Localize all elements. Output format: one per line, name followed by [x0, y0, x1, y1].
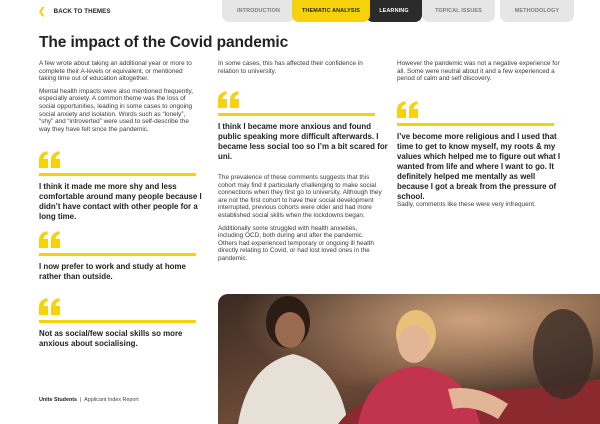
- quote-divider: [39, 320, 196, 323]
- footer-report: Applicant Index Report: [84, 397, 139, 403]
- column-3: [397, 60, 563, 83]
- quote-text: I think I became more anxious and found public speaking more difficult afterwards. I became less social too so I’m a bit scared for uni.: [218, 122, 388, 161]
- column-1: [39, 60, 199, 133]
- tab-learning[interactable]: [366, 0, 422, 22]
- tab-methodology[interactable]: [500, 0, 574, 22]
- paragraph: The prevalence of these comments suggests that this cohort may find it particularly challenging to make social connections when they first go to university. Although they are not the first cohort to have their social development interrupted, previous cohorts were older and had more established social skills when the lockdowns began.: [218, 174, 382, 219]
- paragraph: Sadly, comments like these were very infrequent.: [397, 201, 536, 208]
- quote-divider: [39, 173, 196, 176]
- quote-mark-icon: [397, 101, 565, 118]
- quote-block-1: [39, 151, 204, 222]
- quote-divider: [39, 253, 196, 256]
- tab-topical-issues[interactable]: [422, 0, 495, 22]
- footer: [39, 397, 139, 403]
- tab-introduction[interactable]: [222, 0, 295, 22]
- back-to-themes-link[interactable]: [38, 7, 111, 16]
- column-2-text: [218, 174, 384, 263]
- tab-topical-issues-label: TOPICAL ISSUES: [435, 8, 482, 14]
- quote-block-3: [39, 298, 204, 349]
- quote-mark-icon: [39, 298, 204, 315]
- page-number: 30: [554, 397, 560, 403]
- tab-thematic-analysis[interactable]: [292, 0, 370, 22]
- quote-text: I now prefer to work and study at home rather than outside.: [39, 262, 186, 281]
- tab-methodology-label: METHODOLOGY: [514, 8, 560, 14]
- quote-block-2: [39, 231, 204, 282]
- paragraph: Mental health impacts were also mentioned frequently, especially anxiety. A common theme was the loss of social opportunities, leading in some cases to ongoing social anxiety and isolation. Words such as “lonely”, “shy” and “introverted” were used to self-describe the way they have felt since the pandemic.: [39, 87, 194, 133]
- paragraph: However the pandemic was not a negative experience for all. Some were neutral about it and a few experienced a period of calm and self discovery.: [397, 60, 560, 83]
- quote-text: I think it made me more shy and less comfortable around many people because I didn’t have contact with other people for a long time.: [39, 182, 202, 221]
- chevron-left-icon: ❮: [38, 6, 46, 16]
- paragraph: In some cases, this has affected their confidence in relation to university.: [218, 60, 363, 75]
- column-3-text: [397, 201, 563, 209]
- quote-mark-icon: [218, 91, 388, 108]
- quote-block-5: [397, 101, 565, 202]
- quote-divider: [397, 123, 554, 126]
- quote-text: Not as social/few social skills so more anxious about socialising.: [39, 329, 183, 348]
- column-2: [218, 60, 384, 75]
- footer-separator: |: [80, 397, 82, 403]
- tab-thematic-analysis-label: THEMATIC ANALYSIS: [301, 8, 361, 14]
- paragraph: Additionally some struggled with health anxieties, including OCD, both during and after the pandemic. Others had experienced temporary or ongoing ill health directly relating to Covid, or had lost loved ones in the pandemic.: [218, 224, 374, 262]
- page-title: The impact of the Covid pandemic: [39, 34, 289, 51]
- tab-introduction-label: INTRODUCTION: [236, 8, 281, 14]
- quote-divider: [218, 113, 375, 116]
- back-to-themes-label: BACK TO THEMES: [53, 8, 111, 15]
- quote-mark-icon: [39, 231, 204, 248]
- quote-block-4: [218, 91, 388, 162]
- students-photo: [218, 294, 600, 424]
- tab-learning-label: LEARNING: [379, 8, 409, 14]
- quote-mark-icon: [39, 151, 204, 168]
- footer-brand: Unite Students: [39, 397, 78, 403]
- paragraph: A few wrote about taking an additional year or more to complete their A-levels or equivalent, or mentioned taking time out of education altogether.: [39, 60, 192, 83]
- quote-text: I’ve become more religious and I used that time to get to know myself, my roots & my values which helped me to figure out what I wanted from life and where I want to go. It definitely helped me mentally as well because I got a break from the pressure of school.: [397, 132, 561, 201]
